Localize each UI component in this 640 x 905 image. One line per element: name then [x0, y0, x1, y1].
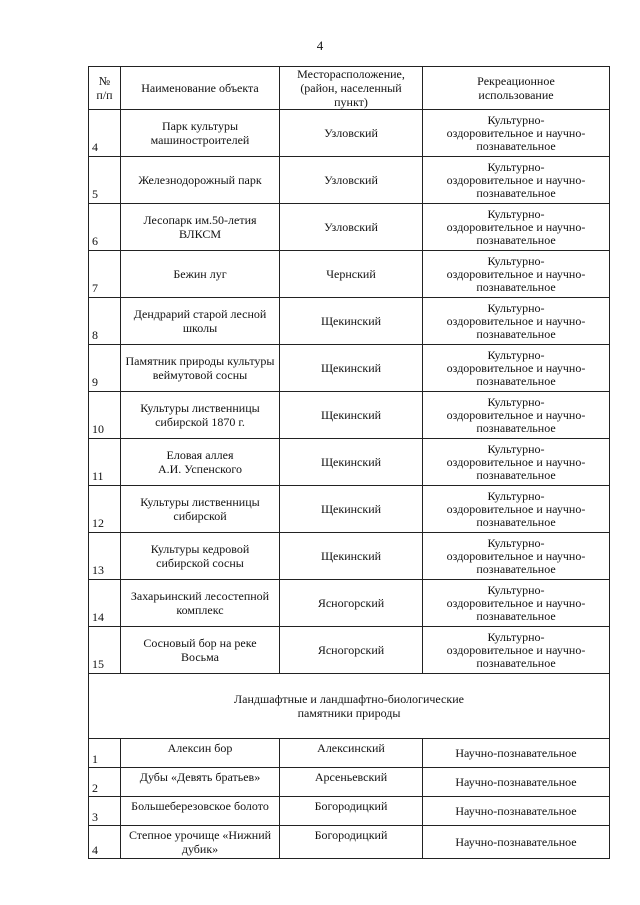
object-use: Научно-познавательное — [455, 775, 577, 789]
object-location-cell — [280, 298, 423, 345]
object-use: Культурно- оздоровительное и научно- познавательное — [446, 347, 586, 388]
object-name-cell — [121, 768, 280, 797]
object-name: Культуры кедровой сибирской сосны — [150, 542, 250, 570]
header-num — [89, 67, 121, 110]
object-use-cell — [423, 826, 610, 859]
object-location-cell — [280, 768, 423, 797]
header-num-label: № п/п — [96, 74, 113, 102]
table-row — [89, 298, 610, 345]
object-name-cell — [121, 298, 280, 345]
row-number: 3 — [92, 810, 98, 824]
object-name: Большеберезовское болото — [131, 799, 269, 813]
table-row — [89, 110, 610, 157]
table-header-row — [89, 67, 610, 110]
object-location: Узловский — [324, 220, 378, 234]
object-use: Культурно- оздоровительное и научно- познавательное — [446, 300, 586, 341]
object-use: Культурно- оздоровительное и научно- познавательное — [446, 394, 586, 435]
object-name-cell — [121, 739, 280, 768]
object-location: Узловский — [324, 126, 378, 140]
row-number: 4 — [92, 140, 98, 154]
row-number: 4 — [92, 843, 98, 857]
section-title-cell — [89, 674, 610, 739]
object-use-cell — [423, 392, 610, 439]
table-row — [89, 439, 610, 486]
object-location: Богородицкий — [314, 799, 388, 813]
row-number: 5 — [92, 187, 98, 201]
row-number-cell — [89, 533, 121, 580]
object-use: Научно-познавательное — [455, 804, 577, 818]
table-row — [89, 826, 610, 859]
object-location-cell — [280, 627, 423, 674]
object-location-cell — [280, 251, 423, 298]
object-location: Щекинский — [320, 549, 382, 563]
row-number: 6 — [92, 234, 98, 248]
object-use-cell — [423, 251, 610, 298]
row-number: 7 — [92, 281, 98, 295]
object-location: Богородицкий — [314, 828, 388, 842]
table-row — [89, 768, 610, 797]
table-row — [89, 486, 610, 533]
section-header-row — [89, 674, 610, 739]
objects-table-body — [89, 67, 610, 859]
object-name: Памятник природы культуры веймутовой сосны — [125, 354, 275, 382]
object-use: Культурно- оздоровительное и научно- познавательное — [446, 159, 586, 200]
object-location: Щекинский — [320, 408, 382, 422]
object-use-cell — [423, 486, 610, 533]
object-name-cell — [121, 439, 280, 486]
row-number-cell — [89, 439, 121, 486]
object-location: Щекинский — [320, 502, 382, 516]
object-use-cell — [423, 739, 610, 768]
row-number-cell — [89, 580, 121, 627]
row-number: 12 — [92, 516, 104, 530]
header-use-label: Рекреационное использование — [477, 74, 555, 102]
object-location: Ясногорский — [317, 596, 385, 610]
object-name: Бежин луг — [173, 267, 227, 281]
object-name-cell — [121, 345, 280, 392]
object-location-cell — [280, 345, 423, 392]
row-number: 8 — [92, 328, 98, 342]
object-name-cell — [121, 797, 280, 826]
row-number-cell — [89, 345, 121, 392]
object-use: Культурно- оздоровительное и научно- познавательное — [446, 206, 586, 247]
page-number: 4 — [316, 38, 324, 53]
object-location-cell — [280, 439, 423, 486]
object-use: Научно-познавательное — [455, 746, 577, 760]
object-use: Культурно- оздоровительное и научно- познавательное — [446, 582, 586, 623]
object-location-cell — [280, 580, 423, 627]
object-use-cell — [423, 345, 610, 392]
row-number-cell — [89, 768, 121, 797]
object-location: Щекинский — [320, 455, 382, 469]
object-use: Культурно- оздоровительное и научно- познавательное — [446, 253, 586, 294]
object-name: Захарьинский лесостепной комплекс — [130, 589, 270, 617]
object-name-cell — [121, 204, 280, 251]
object-name: Сосновый бор на реке Восьма — [143, 636, 257, 664]
table-row — [89, 392, 610, 439]
object-name: Дубы «Девять братьев» — [139, 770, 261, 784]
object-location-cell — [280, 739, 423, 768]
object-name-cell — [121, 486, 280, 533]
object-use: Научно-познавательное — [455, 835, 577, 849]
row-number: 10 — [92, 422, 104, 436]
header-location — [280, 67, 423, 110]
object-name-cell — [121, 251, 280, 298]
object-location: Узловский — [324, 173, 378, 187]
header-use — [423, 67, 610, 110]
object-location: Щекинский — [320, 314, 382, 328]
object-name-cell — [121, 580, 280, 627]
object-name: Культуры лиственницы сибирской — [140, 495, 260, 523]
table-row — [89, 627, 610, 674]
row-number-cell — [89, 251, 121, 298]
object-name-cell — [121, 392, 280, 439]
row-number: 9 — [92, 375, 98, 389]
row-number: 15 — [92, 657, 104, 671]
object-name: Парк культуры машиностроителей — [150, 119, 250, 147]
object-use-cell — [423, 627, 610, 674]
object-name-cell — [121, 533, 280, 580]
object-name-cell — [121, 157, 280, 204]
object-location-cell — [280, 826, 423, 859]
row-number-cell — [89, 204, 121, 251]
object-use-cell — [423, 768, 610, 797]
object-use-cell — [423, 204, 610, 251]
object-use: Культурно- оздоровительное и научно- познавательное — [446, 112, 586, 153]
object-use: Культурно- оздоровительное и научно- познавательное — [446, 535, 586, 576]
objects-table — [88, 66, 610, 859]
row-number-cell — [89, 392, 121, 439]
object-use-cell — [423, 298, 610, 345]
row-number-cell — [89, 797, 121, 826]
object-location-cell — [280, 533, 423, 580]
row-number-cell — [89, 110, 121, 157]
object-use-cell — [423, 580, 610, 627]
object-location-cell — [280, 486, 423, 533]
object-location-cell — [280, 392, 423, 439]
object-name-cell — [121, 110, 280, 157]
table-row — [89, 739, 610, 768]
table-row — [89, 204, 610, 251]
object-location: Арсеньевский — [314, 770, 388, 784]
object-name-cell — [121, 826, 280, 859]
row-number: 2 — [92, 781, 98, 795]
object-name: Железнодорожный парк — [138, 173, 262, 187]
table-row — [89, 251, 610, 298]
object-location-cell — [280, 797, 423, 826]
section-title: Ландшафтные и ландшафтно-биологические памятники природы — [234, 692, 464, 720]
object-location: Щекинский — [320, 361, 382, 375]
object-name: Степное урочище «Нижний дубик» — [128, 828, 272, 856]
row-number: 14 — [92, 610, 104, 624]
object-use-cell — [423, 439, 610, 486]
row-number-cell — [89, 157, 121, 204]
row-number-cell — [89, 298, 121, 345]
header-location-label: Месторасположение, (район, населенный пункт) — [297, 67, 405, 109]
object-use: Культурно- оздоровительное и научно- познавательное — [446, 629, 586, 670]
object-use-cell — [423, 533, 610, 580]
object-location-cell — [280, 204, 423, 251]
object-location-cell — [280, 110, 423, 157]
table-row — [89, 157, 610, 204]
object-name: Еловая аллея А.И. Успенского — [157, 448, 243, 476]
row-number-cell — [89, 486, 121, 533]
object-use-cell — [423, 797, 610, 826]
row-number: 13 — [92, 563, 104, 577]
table-row — [89, 797, 610, 826]
row-number-cell — [89, 739, 121, 768]
object-location: Ясногорский — [317, 643, 385, 657]
header-name — [121, 67, 280, 110]
row-number: 1 — [92, 752, 98, 766]
object-use: Культурно- оздоровительное и научно- познавательное — [446, 488, 586, 529]
object-location: Алексинский — [317, 741, 385, 755]
row-number: 11 — [92, 469, 104, 483]
table-row — [89, 580, 610, 627]
object-use-cell — [423, 110, 610, 157]
object-name-cell — [121, 627, 280, 674]
object-name: Дендрарий старой лесной школы — [133, 307, 267, 335]
object-use-cell — [423, 157, 610, 204]
row-number-cell — [89, 627, 121, 674]
object-name: Культуры лиственницы сибирской 1870 г. — [140, 401, 260, 429]
table-row — [89, 345, 610, 392]
object-name: Алексин бор — [167, 741, 233, 755]
row-number-cell — [89, 826, 121, 859]
table-row — [89, 533, 610, 580]
header-name-label: Наименование объекта — [141, 81, 259, 95]
object-location: Чернский — [326, 267, 376, 281]
object-location-cell — [280, 157, 423, 204]
object-name: Лесопарк им.50-летия ВЛКСМ — [143, 213, 257, 241]
object-use: Культурно- оздоровительное и научно- познавательное — [446, 441, 586, 482]
